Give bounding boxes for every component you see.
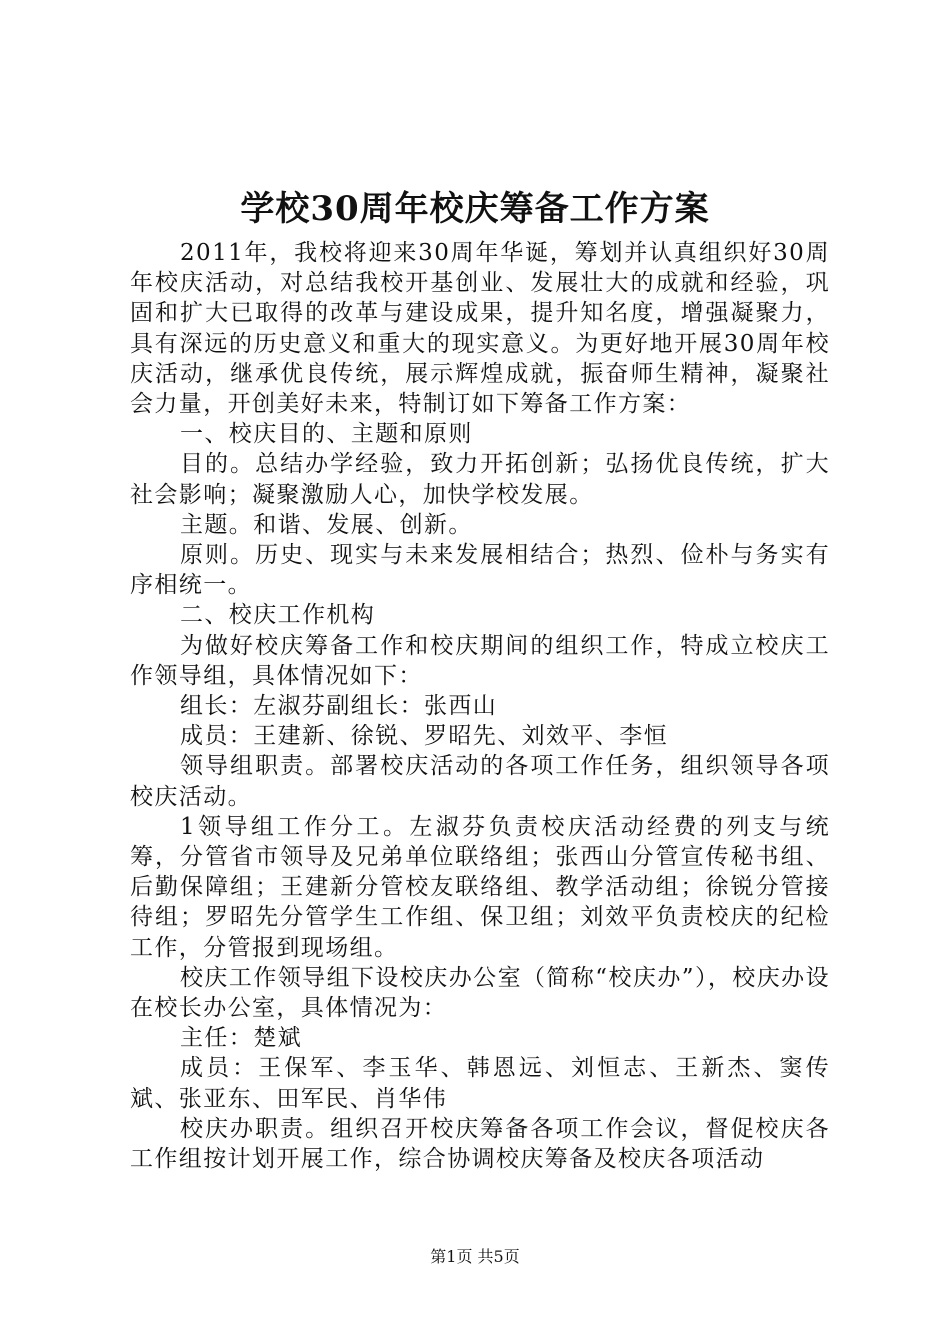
- paragraph: 组长：左淑芬副组长：张西山: [180, 693, 498, 720]
- document-body: [130, 238, 830, 1174]
- paragraph: 领导组职责。部署校庆活动的各项工作任务，组织领导各项校庆活动。: [130, 753, 830, 810]
- paragraph: 成员：王保军、李玉华、韩恩远、刘恒志、王新杰、窦传斌、张亚东、田军民、肖华伟: [130, 1055, 830, 1112]
- paragraph: 主题。和谐、发展、创新。: [180, 511, 473, 538]
- paragraph: 为做好校庆筹备工作和校庆期间的组织工作，特成立校庆工作领导组，具体情况如下：: [130, 632, 830, 689]
- paragraph: 成员：王建新、徐锐、罗昭先、刘效平、李恒: [180, 723, 668, 750]
- paragraph: 校庆工作领导组下设校庆办公室（简称“校庆办”），校庆办设在校长办公室，具体情况为：: [130, 964, 830, 1022]
- paragraph: 主任：楚斌: [180, 1025, 302, 1052]
- section-heading: 一、校庆目的、主题和原则: [180, 421, 473, 448]
- paragraph: 1领导组工作分工。左淑芬负责校庆活动经费的列支与统筹，分管省市领导及兄弟单位联络组；张西山分管宣传秘书组、后勤保障组；王建新分管校友联络组、教学活动组；徐锐分管接待组；罗昭先分管学生工作组、保卫组；刘效平负责校庆的纪检工作，分管报到现场组。: [130, 813, 830, 961]
- section-heading: 二、校庆工作机构: [180, 602, 376, 629]
- paragraph: 2011年，我校将迎来30周年华诞，筹划并认真组织好30周年校庆活动，对总结我校开基创业、发展壮大的成就和经验，巩固和扩大已取得的改革与建设成果，提升知名度，增强凝聚力，具有深远的历史意义和重大的现实意义。为更好地开展30周年校庆活动，继承优良传统，展示辉煌成就，振奋师生精神，凝聚社会力量，开创美好未来，特制订如下筹备工作方案：: [130, 240, 830, 418]
- paragraph: 原则。历史、现实与未来发展相结合；热烈、俭朴与务实有序相统一。: [130, 542, 830, 599]
- paragraph: 校庆办职责。组织召开校庆筹备各项工作会议，督促校庆各工作组按计划开展工作，综合协调校庆筹备及校庆各项活动: [130, 1115, 830, 1173]
- document-title: 学校30周年校庆筹备工作方案: [240, 189, 710, 229]
- page-footer: 第1页 共5页: [430, 1247, 520, 1266]
- paragraph: 目的。总结办学经验，致力开拓创新；弘扬优良传统，扩大社会影响；凝聚激励人心，加快学校发展。: [130, 451, 830, 508]
